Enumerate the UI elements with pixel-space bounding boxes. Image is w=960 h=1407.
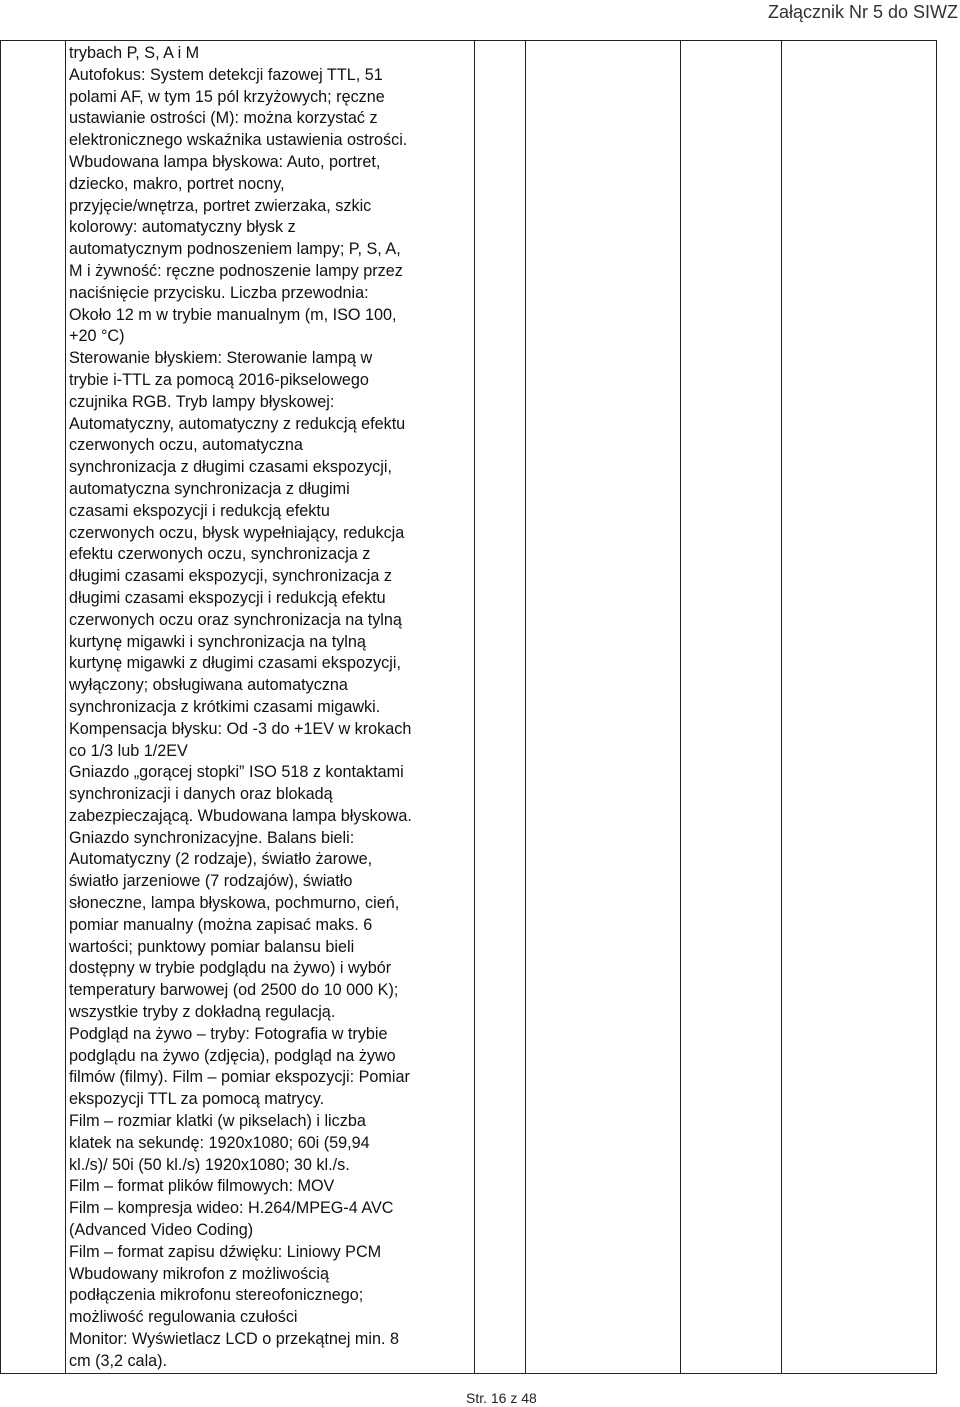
description-line: Kompensacja błysku: Od -3 do +1EV w krokach xyxy=(69,719,412,738)
description-cell xyxy=(66,41,475,1374)
annex-label: Załącznik Nr 5 do SIWZ xyxy=(767,2,958,22)
description-line: kurtynę migawki z długimi czasami ekspozycji, xyxy=(69,654,401,673)
description-line: Automatyczny (2 rodzaje), światło żarowe, xyxy=(69,850,373,869)
description-line: czasami ekspozycji i redukcją efektu xyxy=(69,501,330,520)
description-line: Film – format zapisu dźwięku: Liniowy PCM xyxy=(69,1242,382,1261)
description-line: filmów (filmy). Film – pomiar ekspozycji: Pomiar xyxy=(69,1068,410,1087)
description-line: co 1/3 lub 1/2EV xyxy=(69,741,188,760)
description-line: M i żywność: ręczne podnoszenie lampy przez xyxy=(69,261,403,280)
description-line: zabezpieczającą. Wbudowana lampa błyskowa. xyxy=(69,806,412,825)
description-line: ustawianie ostrości (M): można korzystać z xyxy=(69,109,378,128)
description-line: czerwonych oczu, automatyczna xyxy=(69,436,303,455)
description-line: czerwonych oczu oraz synchronizacja na tylną xyxy=(69,610,402,629)
description-line: elektronicznego wskaźnika ustawienia ostrości. xyxy=(69,131,408,150)
description-line: Gniazdo „gorącej stopki” ISO 518 z kontaktami xyxy=(69,763,404,782)
description-line: wartości; punktowy pomiar balansu bieli xyxy=(69,937,355,956)
description-line: Gniazdo synchronizacyjne. Balans bieli: xyxy=(69,828,355,847)
description-line: czujnika RGB. Tryb lampy błyskowej: xyxy=(69,392,335,411)
description-line: podłączenia mikrofonu stereofonicznego; xyxy=(69,1286,364,1305)
description-line: temperatury barwowej (od 2500 do 10 000 K); xyxy=(69,981,399,1000)
description-line: efektu czerwonych oczu, synchronizacja z xyxy=(69,545,371,564)
description-line: podglądu na żywo (zdjęcia), podgląd na żywo xyxy=(69,1046,396,1065)
description-line: klatek na sekundę: 1920x1080; 60i (59,94 xyxy=(69,1133,370,1152)
description-line: światło jarzeniowe (7 rodzajów), światło xyxy=(69,872,353,891)
description-line: polami AF, w tym 15 pól krzyżowych; ręczne xyxy=(69,87,385,106)
description-line: trybach P, S, A i M xyxy=(69,44,200,62)
description-line: Film – rozmiar klatki (w pikselach) i liczba xyxy=(69,1112,366,1131)
description-line: czerwonych oczu, błysk wypełniający, redukcja xyxy=(69,523,405,542)
description-line: Film – kompresja wideo: H.264/MPEG-4 AVC xyxy=(69,1199,394,1218)
lp-cell xyxy=(1,41,66,1374)
description-line: słoneczne, lampa błyskowa, pochmurno, cień, xyxy=(69,894,400,913)
description-line: automatyczna synchronizacja z długimi xyxy=(69,479,350,498)
description-line: możliwość regulowania czułości xyxy=(69,1308,298,1327)
description-line: długimi czasami ekspozycji i redukcją efektu xyxy=(69,588,386,607)
description-line: Monitor: Wyświetlacz LCD o przekątnej min. 8 xyxy=(69,1330,400,1349)
empty-cell-4 xyxy=(782,41,937,1374)
description-line: Wbudowany mikrofon z możliwością xyxy=(69,1264,329,1283)
empty-cell-2 xyxy=(526,41,681,1374)
description-line: synchronizacja z krótkimi czasami migawki. xyxy=(69,697,381,716)
empty-cell-3 xyxy=(681,41,782,1374)
description-line: trybie i-TTL za pomocą 2016-pikselowego xyxy=(69,370,369,389)
description-line: dostępny w trybie podglądu na żywo) i wybór xyxy=(69,959,392,978)
description-line: naciśnięcie przycisku. Liczba przewodnia: xyxy=(69,283,369,302)
description-line: Podgląd na żywo – tryby: Fotografia w trybie xyxy=(69,1024,388,1043)
page-number: Str. 16 z 48 xyxy=(466,1390,537,1406)
description-line: pomiar manualny (można zapisać maks. 6 xyxy=(69,915,373,934)
description-line: Sterowanie błyskiem: Sterowanie lampą w xyxy=(69,349,373,368)
description-text xyxy=(66,43,474,1373)
description-line: kurtynę migawki i synchronizacja na tylną xyxy=(69,632,366,651)
description-line: wszystkie tryby z dokładną regulacją. xyxy=(69,1003,336,1022)
description-line: +20 °C) xyxy=(69,327,125,346)
description-line: długimi czasami ekspozycji, synchronizacja z xyxy=(69,567,392,586)
description-line: Wbudowana lampa błyskowa: Auto, portret, xyxy=(69,152,381,171)
description-line: synchronizacji i danych oraz blokadą xyxy=(69,785,333,804)
description-line: kolorowy: automatyczny błysk z xyxy=(69,218,296,237)
description-line: (Advanced Video Coding) xyxy=(69,1221,254,1240)
table-row xyxy=(1,41,937,1374)
description-line: Film – format plików filmowych: MOV xyxy=(69,1177,335,1196)
description-line: ekspozycji TTL za pomocą matrycy. xyxy=(69,1090,325,1109)
specification-table xyxy=(0,40,937,1374)
description-line: wyłączony; obsługiwana automatyczna xyxy=(69,676,348,695)
description-line: cm (3,2 cala). xyxy=(69,1351,168,1370)
description-line: przyjęcie/wnętrza, portret zwierzaka, szkic xyxy=(69,196,372,215)
description-line: dziecko, makro, portret nocny, xyxy=(69,174,285,193)
description-line: kl./s)/ 50i (50 kl./s) 1920x1080; 30 kl./s. xyxy=(69,1155,350,1174)
description-line: synchronizacja z długimi czasami ekspozycji, xyxy=(69,458,392,477)
description-line: Automatyczny, automatyczny z redukcją efektu xyxy=(69,414,406,433)
description-line: automatycznym podnoszeniem lampy; P, S, A, xyxy=(69,240,401,259)
description-line: Około 12 m w trybie manualnym (m, ISO 100, xyxy=(69,305,397,324)
empty-cell-1 xyxy=(475,41,526,1374)
description-line: Autofokus: System detekcji fazowej TTL, 51 xyxy=(69,65,383,84)
